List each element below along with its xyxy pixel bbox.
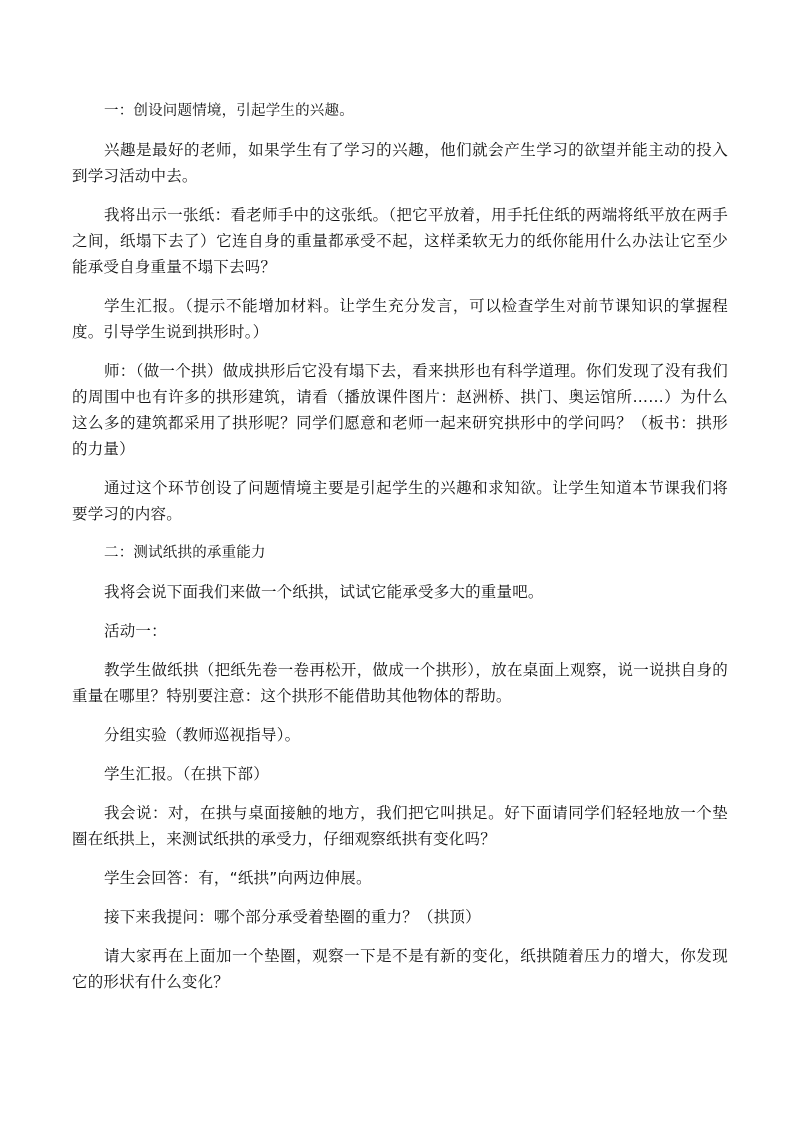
paragraph: 师：（做一个拱）做成拱形后它没有塌下去，看来拱形也有科学道理。你们发现了没有我们的周围中也有许多的拱形建筑，请看（播放课件图片：赵洲桥、拱门、奥运馆所……）为什么这么多的建筑都采用了拱形呢？同学们愿意和老师一起来研究拱形中的学问吗？（板书：拱形的力量） [72,362,728,458]
paragraph: 我将会说下面我们来做一个纸拱，试试它能承受多大的重量吧。 [104,583,544,601]
paragraph: 教学生做纸拱（把纸先卷一卷再松开，做成一个拱形），放在桌面上观察，说一说拱自身的重量在哪里？特别要注意：这个拱形不能借助其他物体的帮助。 [72,661,728,705]
paragraph: 我将出示一张纸：看老师手中的这张纸。（把它平放着，用手托住纸的两端将纸平放在两手之间，纸塌下去了）它连自身的重量都承受不起，这样柔软无力的纸你能用什么办法让它至少能承受自身重量不塌下去吗？ [72,206,728,276]
document-body [72,98,728,1008]
paragraph: 分组实验（教师巡视指导）。 [104,726,301,744]
paragraph: 我会说：对，在拱与桌面接触的地方，我们把它叫拱足。好下面请同学们轻轻地放一个垫圈在纸拱上，来测试纸拱的承受力，仔细观察纸拱有变化吗？ [72,804,728,848]
activity-label: 活动一： [104,622,167,640]
paragraph: 学生汇报。（提示不能增加材料。让学生充分发言，可以检查学生对前节课知识的掌握程度。引导学生说到拱形时。） [72,297,728,341]
section-heading-2: 二：测试纸拱的承重能力 [104,545,266,561]
paragraph: 兴趣是最好的老师，如果学生有了学习的兴趣，他们就会产生学习的欲望并能主动的投入到学习活动中去。 [72,141,728,185]
paragraph: 通过这个环节创设了问题情境主要是引起学生的兴趣和求知欲。让学生知道本节课我们将要学习的内容。 [72,479,728,523]
paragraph: 接下来我提问：哪个部分承受着垫圈的重力？（拱顶） [104,908,481,926]
section-heading-1: 一：创设问题情境，引起学生的兴趣。 [104,103,354,119]
paragraph: 学生会回答：有，“纸拱”向两边伸展。 [104,869,372,887]
paragraph: 学生汇报。（在拱下部） [104,765,269,783]
paragraph: 请大家再在上面加一个垫圈，观察一下是不是有新的变化，纸拱随着压力的增大，你发现它的形状有什么变化？ [72,947,728,991]
